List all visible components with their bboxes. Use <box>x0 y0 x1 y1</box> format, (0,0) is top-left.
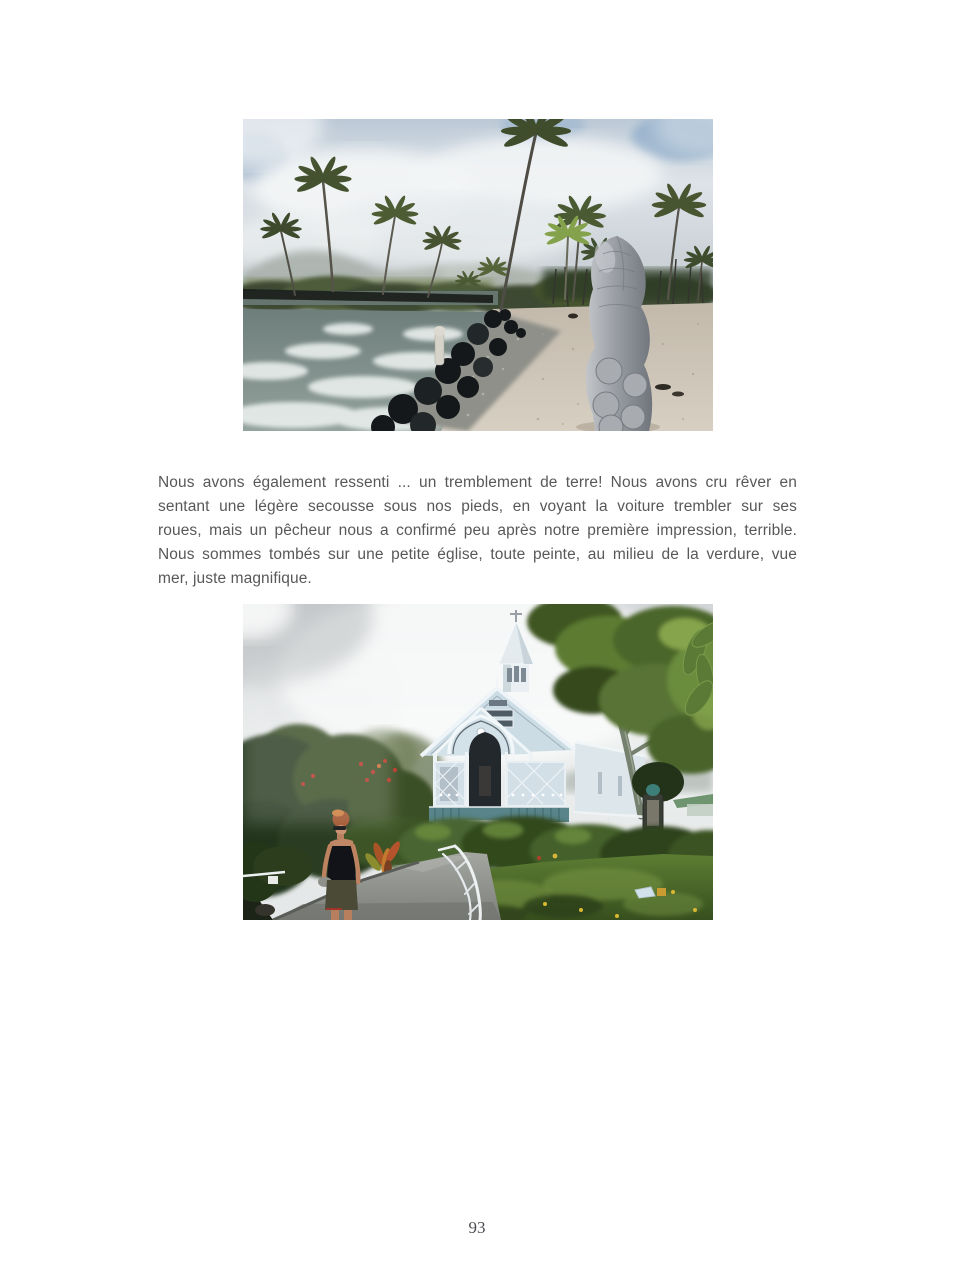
small-white-post-statue <box>434 326 446 365</box>
tiki-statue <box>586 236 652 431</box>
paragraph-line: sentant une légère secousse sous nos pieds, en voyant la voiture trembler sur ses <box>158 498 797 515</box>
beach-photo-art <box>243 119 713 431</box>
travel-journal-paragraph <box>158 471 797 591</box>
church-photo-art <box>243 604 713 920</box>
church-photo <box>243 604 713 920</box>
paragraph-line: roues, mais un pêcheur nous a confirmé peu après notre première impression, terrible. <box>158 522 797 539</box>
small-sign <box>268 876 278 884</box>
yellow-pot <box>657 888 666 896</box>
page-number: 93 <box>468 1218 486 1237</box>
paragraph-line: Nous avons également ressenti ... un tremblement de terre! Nous avons cru rêver en <box>158 474 797 491</box>
paragraph-line: Nous sommes tombés sur une petite église, toute peinte, au milieu de la verdure, vue <box>158 546 797 563</box>
beach-photo <box>243 119 713 431</box>
paragraph-line: mer, juste magnifique. <box>158 570 312 587</box>
